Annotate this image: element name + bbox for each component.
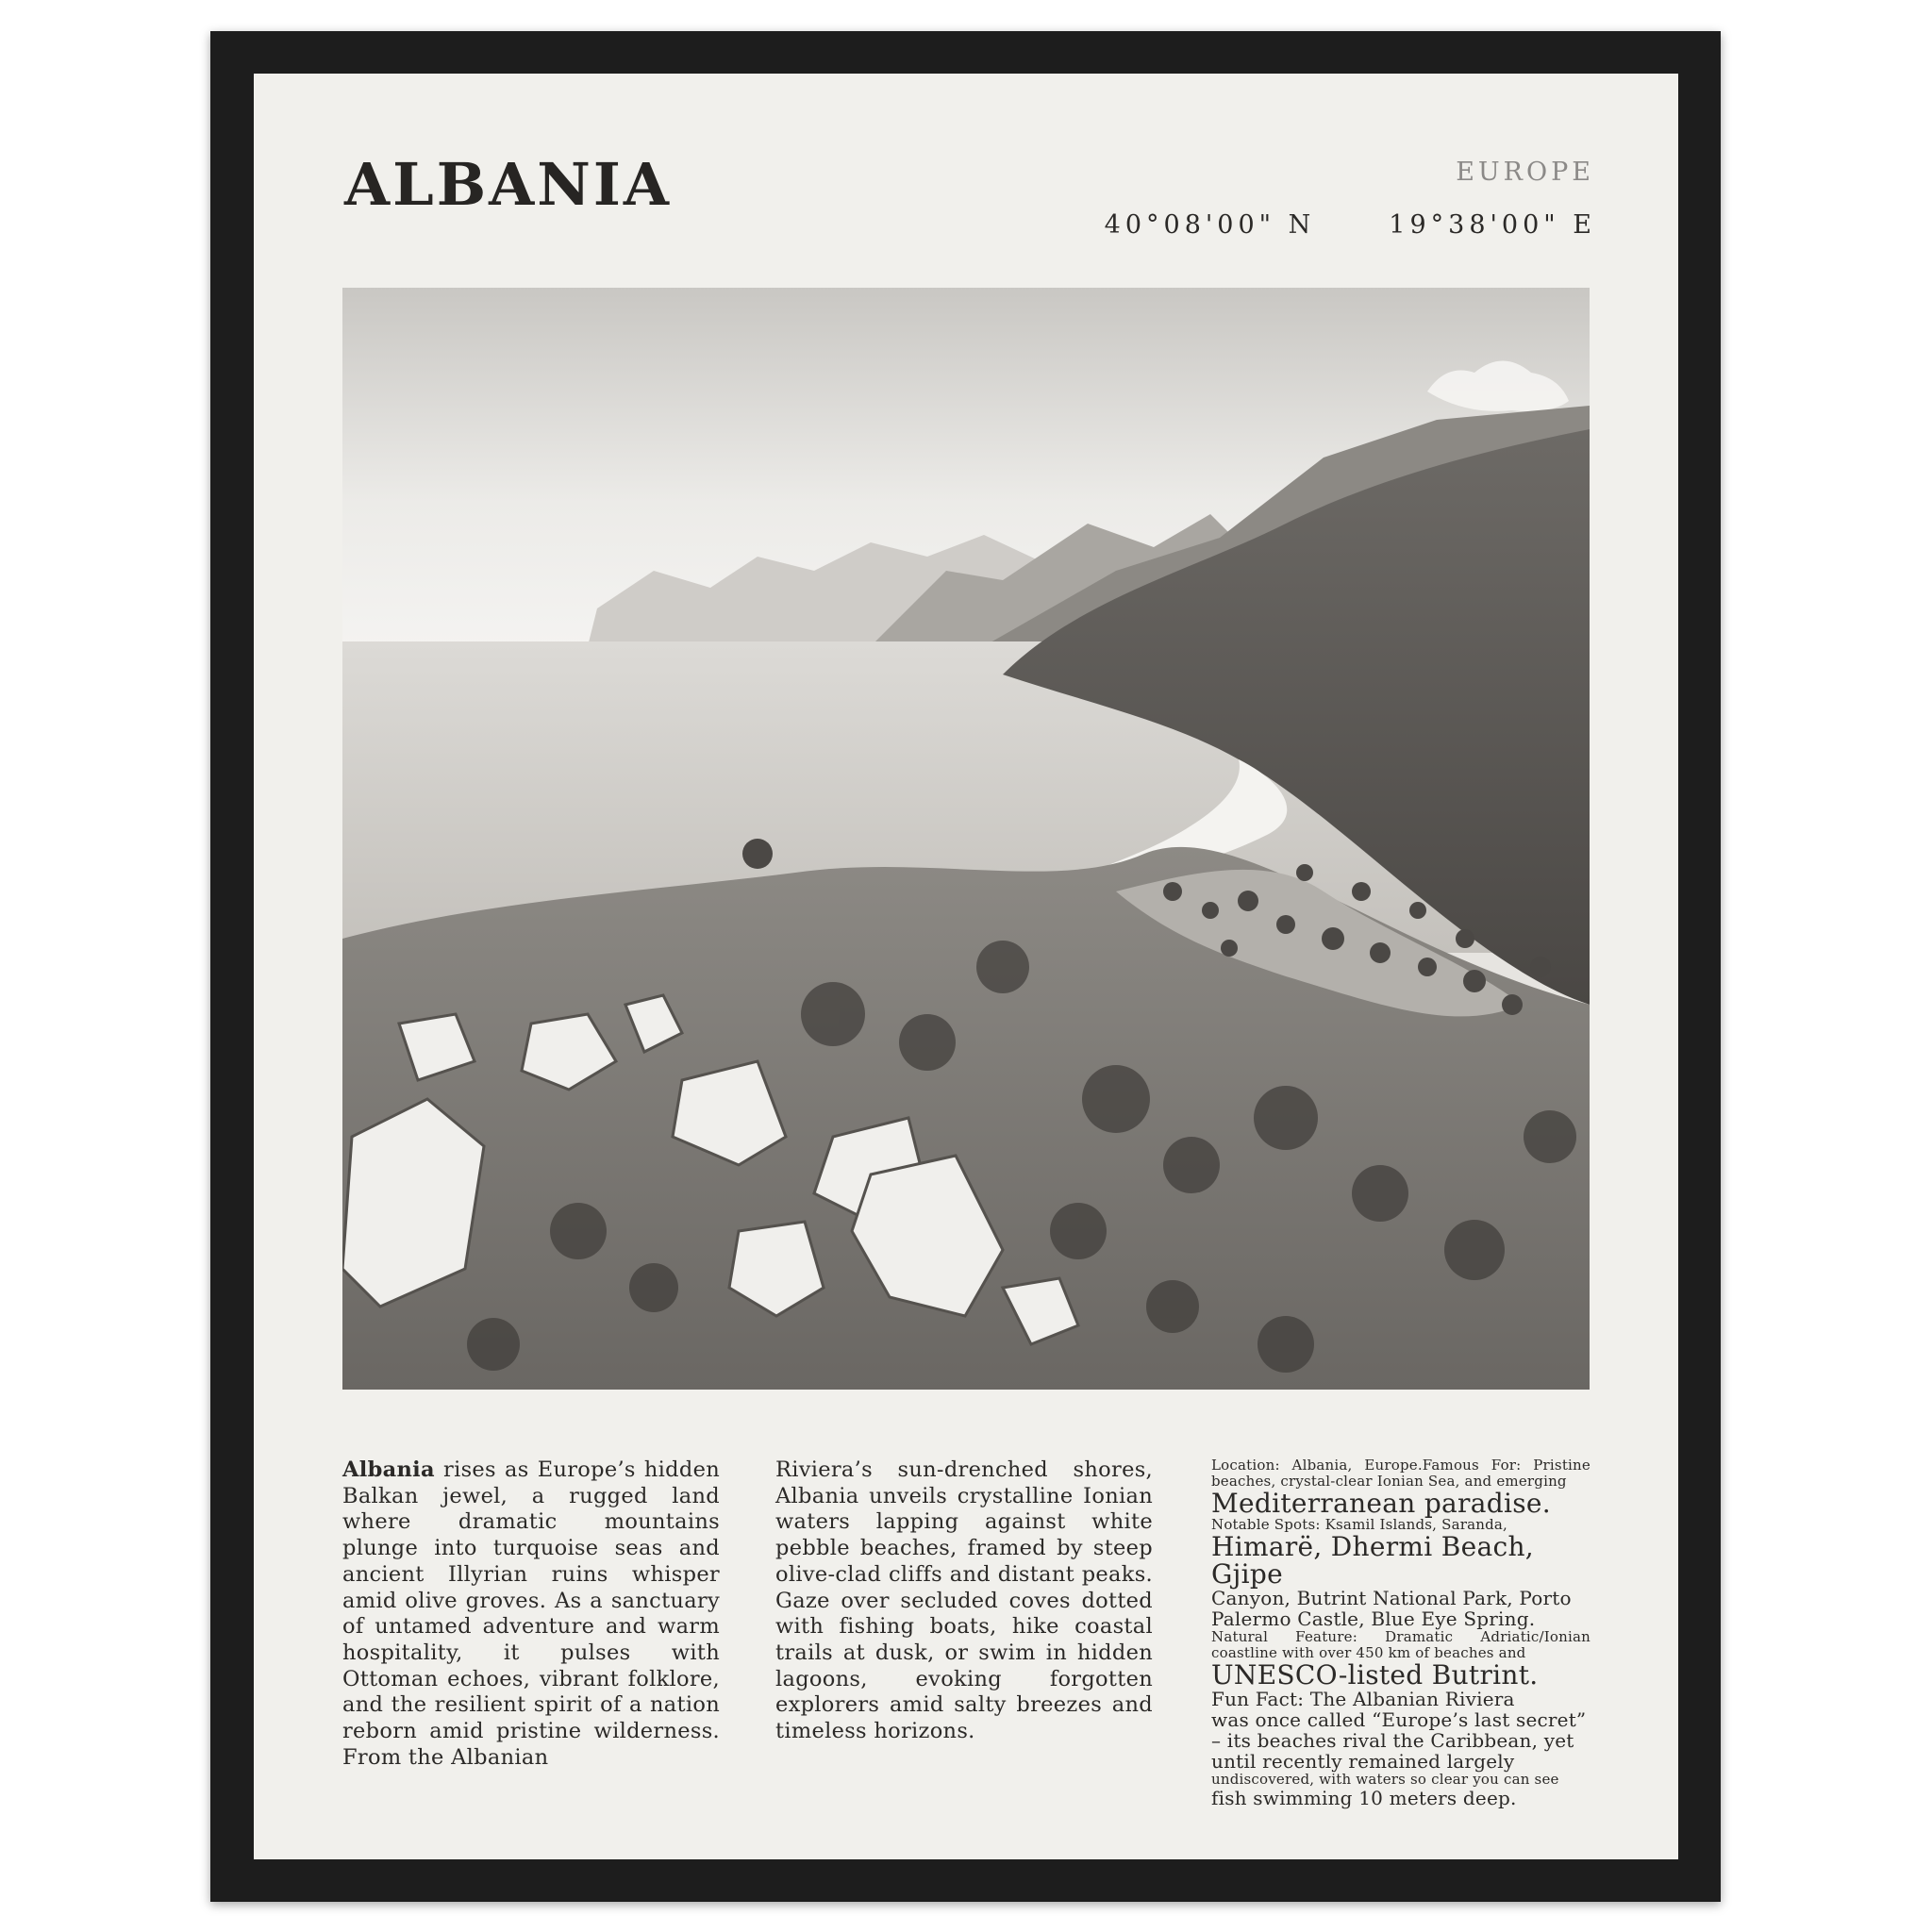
fact-fun-end: fish swimming 10 meters deep.	[1211, 1787, 1517, 1809]
fact-natural-highlight: UNESCO-listed Butrint.	[1211, 1659, 1539, 1690]
fact-natural-feature: Natural Feature: Dramatic Adriatic/Ionian coastline with over 450 km of beaches and	[1211, 1628, 1591, 1661]
fact-fun-tiny: undiscovered, with waters so clear you can see	[1211, 1771, 1559, 1788]
body-lead: Albania	[342, 1457, 435, 1482]
facts-column	[1211, 1457, 1591, 1808]
poster-title: ALBANIA	[344, 150, 672, 219]
fact-notable-highlight: Himarë, Dhermi Beach, Gjipe	[1211, 1531, 1534, 1590]
description-column-1	[342, 1457, 720, 1771]
landscape-photo	[342, 288, 1590, 1390]
fact-fun-label: Fun Fact: The Albanian Riviera	[1211, 1688, 1515, 1710]
coastline-illustration	[342, 288, 1590, 1390]
fact-famous-highlight: Mediterranean paradise.	[1211, 1488, 1551, 1519]
fact-notable-rest: Canyon, Butrint National Park, Porto Palermo Castle, Blue Eye Spring.	[1211, 1587, 1572, 1630]
region-label: EUROPE	[1456, 158, 1594, 187]
description-column-2: Riviera’s sun-drenched shores, Albania unveils crystalline Ionian waters lapping against white pebble beaches, framed by steep olive-clad cliffs and distant peaks. Gaze over secluded coves dotted with fishing boats, hike coastal trails at dusk, or swim in hidden lagoons, evoking forgotten explorers amid salty breezes and timeless horizons.	[775, 1457, 1153, 1744]
longitude: 19°38'00" E	[1389, 210, 1596, 240]
fact-notable-label: Notable Spots: Ksamil Islands, Saranda,	[1211, 1516, 1508, 1533]
body-text-1: rises as Europe’s hidden Balkan jewel, a rugged land where dramatic mountains plunge into turquoise seas and ancient Illyrian ruins whisper amid olive groves. As a sanctuary of untamed adventure and warm hospitality, it pulses with Ottoman echoes, vibrant folklore, and the resilient spirit of a nation reborn amid pristine wilderness. From the Albanian	[342, 1457, 720, 1770]
coordinates	[1105, 209, 1596, 242]
latitude: 40°08'00" N	[1104, 210, 1316, 240]
fact-location-famous: Location: Albania, Europe.Famous For: Pristine beaches, crystal-clear Ionian Sea, and emerging	[1211, 1457, 1591, 1490]
fact-fun-text: was once called “Europe’s last secret” – its beaches rival the Caribbean, yet until recently remained largely	[1211, 1708, 1587, 1773]
